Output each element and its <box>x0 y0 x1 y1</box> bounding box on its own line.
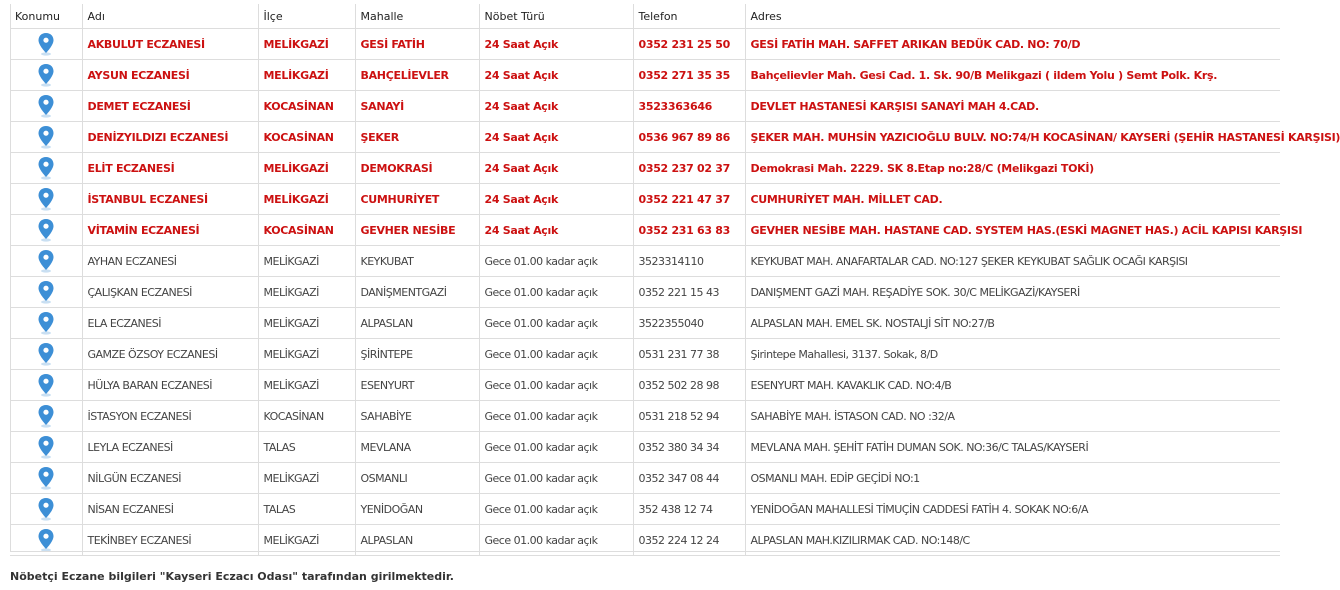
phone-cell[interactable]: 0531 218 52 94 <box>633 401 745 432</box>
neighborhood-cell: ŞEKER <box>355 122 479 153</box>
map-pin-icon[interactable] <box>37 99 55 112</box>
table-row <box>10 29 1280 60</box>
district-cell: KOCASİNAN <box>258 215 355 246</box>
duty-type-cell: 24 Saat Açık <box>479 184 633 215</box>
district-cell: MELİKGAZİ <box>258 339 355 370</box>
table-row <box>10 246 1280 277</box>
header-district: İlçe <box>258 4 355 29</box>
address-cell: SAHABİYE MAH. İSTASON CAD. NO :32/A <box>745 401 1280 432</box>
pharmacy-name: DENİZYILDIZI ECZANESİ <box>82 122 258 153</box>
map-pin-icon[interactable] <box>37 285 55 298</box>
address-cell: ALPASLAN MAH.KIZILIRMAK CAD. NO:148/C <box>745 525 1280 556</box>
table-row <box>10 401 1280 432</box>
pharmacy-table <box>10 4 1340 556</box>
neighborhood-cell: DEMOKRASİ <box>355 153 479 184</box>
neighborhood-cell: GEVHER NESİBE <box>355 215 479 246</box>
map-pin-icon[interactable] <box>37 130 55 143</box>
neighborhood-cell: CUMHURİYET <box>355 184 479 215</box>
neighborhood-cell: SAHABİYE <box>355 401 479 432</box>
map-pin-icon[interactable] <box>37 254 55 267</box>
district-cell: MELİKGAZİ <box>258 463 355 494</box>
table-row <box>10 308 1280 339</box>
map-pin-icon[interactable] <box>37 192 55 205</box>
location-cell <box>10 401 82 432</box>
location-cell <box>10 91 82 122</box>
duty-type-cell: 24 Saat Açık <box>479 91 633 122</box>
footer-note: Nöbetçi Eczane bilgileri "Kayseri Eczacı Odası" tarafından girilmektedir. <box>10 570 454 583</box>
district-cell: TALAS <box>258 432 355 463</box>
table-row <box>10 463 1280 494</box>
district-cell: KOCASİNAN <box>258 91 355 122</box>
header-location: Konumu <box>10 4 82 29</box>
pharmacy-name: DEMET ECZANESİ <box>82 91 258 122</box>
duty-type-cell: Gece 01.00 kadar açık <box>479 370 633 401</box>
phone-cell[interactable]: 0352 380 34 34 <box>633 432 745 463</box>
map-pin-icon[interactable] <box>37 316 55 329</box>
map-pin-icon[interactable] <box>37 471 55 484</box>
address-cell: Bahçelievler Mah. Gesi Cad. 1. Sk. 90/B Melikgazi ( ildem Yolu ) Semt Polk. Krş. <box>745 60 1280 91</box>
duty-type-cell: Gece 01.00 kadar açık <box>479 277 633 308</box>
phone-cell[interactable]: 0352 271 35 35 <box>633 60 745 91</box>
duty-type-cell: Gece 01.00 kadar açık <box>479 432 633 463</box>
duty-type-cell: Gece 01.00 kadar açık <box>479 463 633 494</box>
district-cell: MELİKGAZİ <box>258 370 355 401</box>
location-cell <box>10 184 82 215</box>
location-cell <box>10 60 82 91</box>
duty-type-cell: 24 Saat Açık <box>479 29 633 60</box>
duty-type-cell: Gece 01.00 kadar açık <box>479 246 633 277</box>
map-pin-icon[interactable] <box>37 68 55 81</box>
map-pin-icon[interactable] <box>37 502 55 515</box>
district-cell: MELİKGAZİ <box>258 184 355 215</box>
address-cell: DEVLET HASTANESİ KARŞISI SANAYİ MAH 4.CAD. <box>745 91 1280 122</box>
map-pin-icon[interactable] <box>37 378 55 391</box>
location-cell <box>10 370 82 401</box>
address-cell: DANIŞMENT GAZİ MAH. REŞADİYE SOK. 30/C MELİKGAZİ/KAYSERİ <box>745 277 1280 308</box>
map-pin-icon[interactable] <box>37 37 55 50</box>
pharmacy-name: ELA ECZANESİ <box>82 308 258 339</box>
location-cell <box>10 463 82 494</box>
table-row <box>10 153 1280 184</box>
address-cell: GESİ FATİH MAH. SAFFET ARIKAN BEDÜK CAD. NO: 70/D <box>745 29 1280 60</box>
pharmacy-name: NİSAN ECZANESİ <box>82 494 258 525</box>
phone-cell[interactable]: 0352 221 47 37 <box>633 184 745 215</box>
phone-cell[interactable]: 3523363646 <box>633 91 745 122</box>
pharmacy-name: NİLGÜN ECZANESİ <box>82 463 258 494</box>
location-cell <box>10 246 82 277</box>
table-row <box>10 184 1280 215</box>
district-cell: MELİKGAZİ <box>258 525 355 556</box>
neighborhood-cell: BAHÇELİEVLER <box>355 60 479 91</box>
district-cell: TALAS <box>258 494 355 525</box>
district-cell: KOCASİNAN <box>258 401 355 432</box>
header-address: Adres <box>745 4 1280 29</box>
phone-cell[interactable]: 0352 231 25 50 <box>633 29 745 60</box>
district-cell: MELİKGAZİ <box>258 308 355 339</box>
location-cell <box>10 277 82 308</box>
neighborhood-cell: MEVLANA <box>355 432 479 463</box>
address-cell: CUMHURİYET MAH. MİLLET CAD. <box>745 184 1280 215</box>
map-pin-icon[interactable] <box>37 161 55 174</box>
duty-type-cell: Gece 01.00 kadar açık <box>479 525 633 556</box>
duty-type-cell: 24 Saat Açık <box>479 122 633 153</box>
address-cell: Demokrasi Mah. 2229. SK 8.Etap no:28/C (Melikgazi TOKİ) <box>745 153 1280 184</box>
neighborhood-cell: SANAYİ <box>355 91 479 122</box>
phone-cell[interactable]: 3523314110 <box>633 246 745 277</box>
table-row <box>10 277 1280 308</box>
duty-type-cell: 24 Saat Açık <box>479 215 633 246</box>
address-cell: ESENYURT MAH. KAVAKLIK CAD. NO:4/B <box>745 370 1280 401</box>
location-cell <box>10 122 82 153</box>
neighborhood-cell: YENİDOĞAN <box>355 494 479 525</box>
duty-type-cell: Gece 01.00 kadar açık <box>479 401 633 432</box>
address-cell: MEVLANA MAH. ŞEHİT FATİH DUMAN SOK. NO:36/C TALAS/KAYSERİ <box>745 432 1280 463</box>
location-cell <box>10 339 82 370</box>
district-cell: KOCASİNAN <box>258 122 355 153</box>
phone-cell[interactable]: 0352 224 12 24 <box>633 525 745 556</box>
pharmacy-name: LEYLA ECZANESİ <box>82 432 258 463</box>
location-cell <box>10 432 82 463</box>
phone-cell[interactable]: 0352 237 02 37 <box>633 153 745 184</box>
neighborhood-cell: ALPASLAN <box>355 308 479 339</box>
table-row <box>10 370 1280 401</box>
phone-cell[interactable]: 0352 347 08 44 <box>633 463 745 494</box>
address-cell: Şirintepe Mahallesi, 3137. Sokak, 8/D <box>745 339 1280 370</box>
neighborhood-cell: GESİ FATİH <box>355 29 479 60</box>
duty-type-cell: Gece 01.00 kadar açık <box>479 308 633 339</box>
duty-type-cell: Gece 01.00 kadar açık <box>479 494 633 525</box>
pharmacy-name: AYSUN ECZANESİ <box>82 60 258 91</box>
table-row <box>10 91 1280 122</box>
address-cell: KEYKUBAT MAH. ANAFARTALAR CAD. NO:127 ŞEKER KEYKUBAT SAĞLIK OCAĞI KARŞISI <box>745 246 1280 277</box>
pharmacy-name: VİTAMİN ECZANESİ <box>82 215 258 246</box>
address-cell: GEVHER NESİBE MAH. HASTANE CAD. SYSTEM HAS.(ESKİ MAGNET HAS.) ACİL KAPISI KARŞISI <box>745 215 1280 246</box>
location-cell <box>10 153 82 184</box>
duty-type-cell: Gece 01.00 kadar açık <box>479 339 633 370</box>
district-cell: MELİKGAZİ <box>258 29 355 60</box>
table-row <box>10 339 1280 370</box>
pharmacy-name: İSTASYON ECZANESİ <box>82 401 258 432</box>
table-row <box>10 525 1280 556</box>
duty-type-cell: 24 Saat Açık <box>479 153 633 184</box>
pharmacy-name: ELİT ECZANESİ <box>82 153 258 184</box>
pharmacy-name: İSTANBUL ECZANESİ <box>82 184 258 215</box>
location-cell <box>10 308 82 339</box>
phone-cell[interactable]: 0352 502 28 98 <box>633 370 745 401</box>
neighborhood-cell: ALPASLAN <box>355 525 479 556</box>
pharmacy-name: TEKİNBEY ECZANESİ <box>82 525 258 556</box>
table-row <box>10 432 1280 463</box>
location-cell <box>10 494 82 525</box>
district-cell: MELİKGAZİ <box>258 153 355 184</box>
location-cell <box>10 215 82 246</box>
pharmacy-name: ÇALIŞKAN ECZANESİ <box>82 277 258 308</box>
location-cell <box>10 525 82 556</box>
table-row <box>10 494 1280 525</box>
map-pin-icon[interactable] <box>37 223 55 236</box>
map-pin-icon[interactable] <box>37 347 55 360</box>
table-row <box>10 215 1280 246</box>
phone-cell[interactable]: 3522355040 <box>633 308 745 339</box>
header-neighborhood: Mahalle <box>355 4 479 29</box>
neighborhood-cell: DANİŞMENTGAZİ <box>355 277 479 308</box>
address-cell: ALPASLAN MAH. EMEL SK. NOSTALJİ SİT NO:27/B <box>745 308 1280 339</box>
phone-cell[interactable]: 352 438 12 74 <box>633 494 745 525</box>
header-phone: Telefon <box>633 4 745 29</box>
phone-cell[interactable]: 0536 967 89 86 <box>633 122 745 153</box>
address-cell: ŞEKER MAH. MUHSİN YAZICIOĞLU BULV. NO:74/H KOCASİNAN/ KAYSERİ (ŞEHİR HASTANESİ KARŞISI) <box>745 122 1280 153</box>
address-cell: OSMANLI MAH. EDİP GEÇİDİ NO:1 <box>745 463 1280 494</box>
phone-cell[interactable]: 0352 231 63 83 <box>633 215 745 246</box>
district-cell: MELİKGAZİ <box>258 277 355 308</box>
header-duty-type: Nöbet Türü <box>479 4 633 29</box>
header-name: Adı <box>82 4 258 29</box>
neighborhood-cell: ESENYURT <box>355 370 479 401</box>
map-pin-icon[interactable] <box>37 440 55 453</box>
neighborhood-cell: ŞİRİNTEPE <box>355 339 479 370</box>
district-cell: MELİKGAZİ <box>258 246 355 277</box>
pharmacy-name: GAMZE ÖZSOY ECZANESİ <box>82 339 258 370</box>
table-row <box>10 122 1280 153</box>
phone-cell[interactable]: 0531 231 77 38 <box>633 339 745 370</box>
neighborhood-cell: OSMANLI <box>355 463 479 494</box>
address-cell: YENİDOĞAN MAHALLESİ TİMUÇİN CADDESİ FATİH 4. SOKAK NO:6/A <box>745 494 1280 525</box>
district-cell: MELİKGAZİ <box>258 60 355 91</box>
duty-type-cell: 24 Saat Açık <box>479 60 633 91</box>
pharmacy-name: AKBULUT ECZANESİ <box>82 29 258 60</box>
map-pin-icon[interactable] <box>37 409 55 422</box>
map-pin-icon[interactable] <box>37 533 55 546</box>
pharmacy-name: HÜLYA BARAN ECZANESİ <box>82 370 258 401</box>
neighborhood-cell: KEYKUBAT <box>355 246 479 277</box>
table-header-row <box>10 4 1280 29</box>
table-row <box>10 60 1280 91</box>
phone-cell[interactable]: 0352 221 15 43 <box>633 277 745 308</box>
location-cell <box>10 29 82 60</box>
pharmacy-name: AYHAN ECZANESİ <box>82 246 258 277</box>
